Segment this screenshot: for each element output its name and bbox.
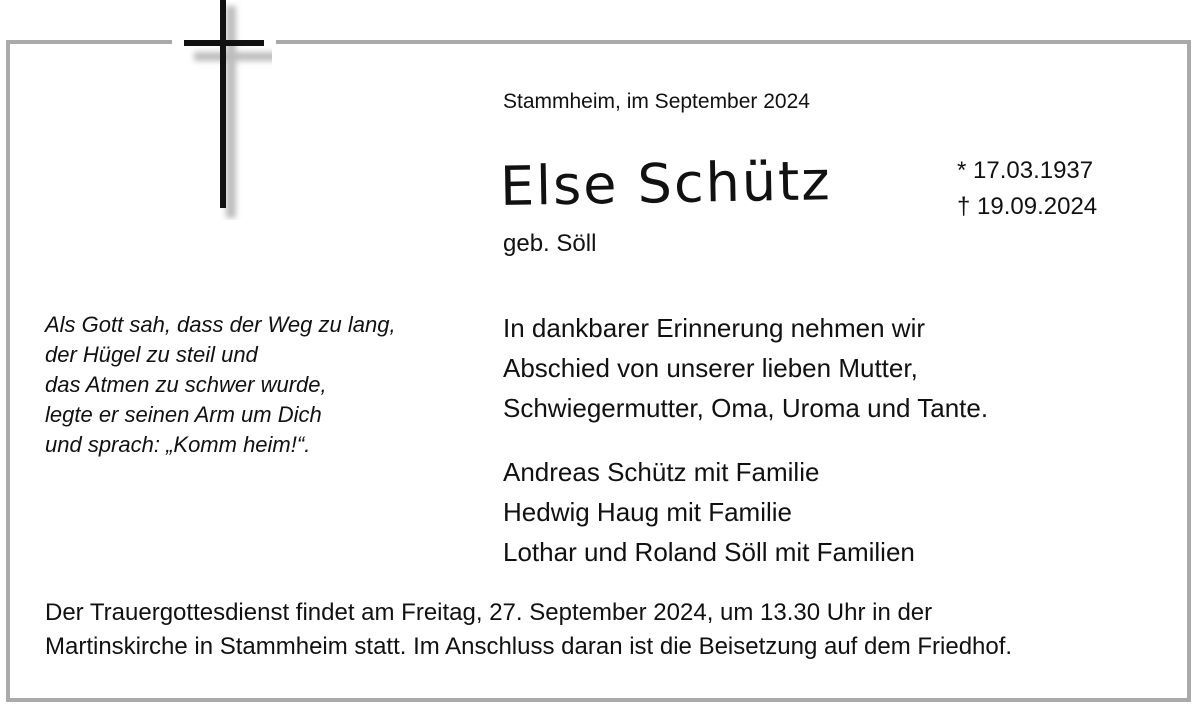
- message-line: In dankbarer Erinnerung nehmen wir: [503, 313, 926, 343]
- mourner: Hedwig Haug mit Familie: [503, 497, 792, 527]
- farewell-message: [503, 308, 988, 428]
- message-line: Schwiegermutter, Oma, Uroma und Tante.: [503, 393, 989, 423]
- deceased-name: Else Schütz: [499, 149, 833, 218]
- mourners-list: [503, 452, 915, 572]
- cross-icon: [182, 0, 272, 220]
- poem-line: und sprach: „Komm heim!“.: [45, 432, 311, 457]
- poem-line: Als Gott sah, dass der Weg zu lang,: [45, 312, 396, 337]
- mourner: Andreas Schütz mit Familie: [503, 457, 820, 487]
- place-date: Stammheim, im September 2024: [503, 90, 810, 113]
- mourner: Lothar und Roland Söll mit Familien: [503, 537, 915, 567]
- poem-line: der Hügel zu steil und: [45, 342, 258, 367]
- life-dates: [957, 153, 1097, 225]
- poem: [45, 310, 396, 460]
- birth-name: geb. Söll: [503, 230, 597, 257]
- poem-line: das Atmen zu schwer wurde,: [45, 372, 327, 397]
- service-line: Der Trauergottesdienst findet am Freitag, 27. September 2024, um 13.30 Uhr in der: [45, 599, 933, 626]
- death-date: † 19.09.2024: [957, 193, 1098, 220]
- service-info: [45, 596, 1012, 664]
- message-line: Abschied von unserer lieben Mutter,: [503, 353, 918, 383]
- poem-line: legte er seinen Arm um Dich: [45, 402, 322, 427]
- service-line: Martinskirche in Stammheim statt. Im Anschluss daran ist die Beisetzung auf dem Friedhof.: [45, 633, 1013, 660]
- birth-date: * 17.03.1937: [957, 157, 1094, 184]
